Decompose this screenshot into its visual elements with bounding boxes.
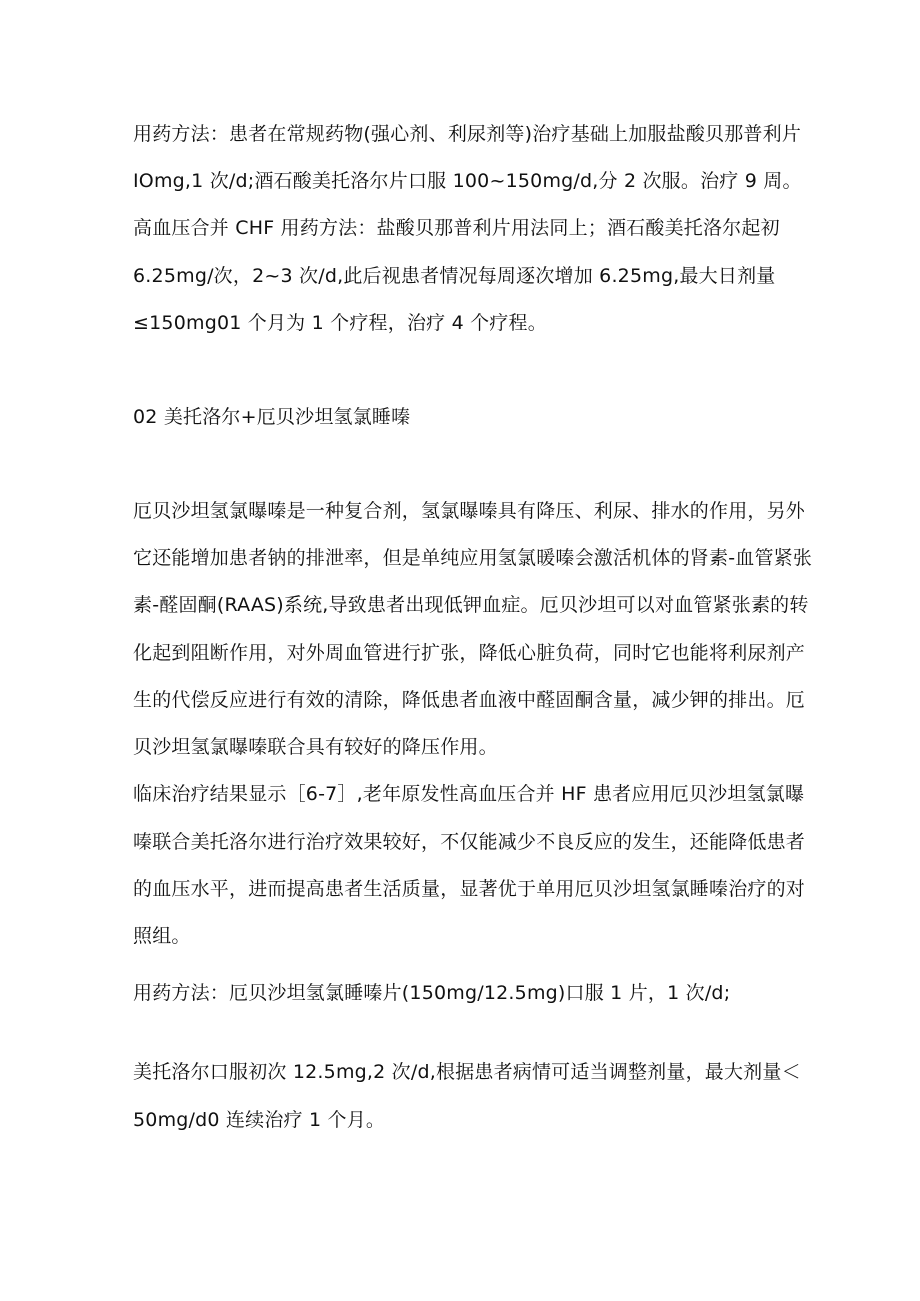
paragraph-line: 照组。 (133, 925, 191, 947)
paragraph-line: 的血压水平，进而提高患者生活质量，显著优于单用厄贝沙坦氢氯睡嗪治疗的对 (133, 878, 806, 900)
paragraph-line: 用药方法：患者在常规药物(强心剂、利尿剂等)治疗基础上加服盐酸贝那普利片 (133, 123, 802, 145)
paragraph-line: 贝沙坦氢氯曝嗪联合具有较好的降压作用。 (133, 736, 498, 758)
paragraph-line: 嗪联合美托洛尔进行治疗效果较好，不仅能减少不良反应的发生，还能降低患者 (133, 831, 806, 853)
paragraph-line: 生的代偿反应进行有效的清除，降低患者血液中醛固酮含量，减少钾的排出。厄 (133, 689, 806, 711)
section-heading: 02 美托洛尔+厄贝沙坦氢氯睡嗪 (133, 406, 411, 428)
paragraph-line: 美托洛尔口服初次 12.5mg,2 次/d,根据患者病情可适当调整剂量，最大剂量＜ (133, 1061, 801, 1083)
paragraph-line: 用药方法：厄贝沙坦氢氯睡嗪片(150mg/12.5mg)口服 1 片，1 次/d; (133, 982, 731, 1004)
paragraph-line: 6.25mg/次，2~3 次/d,此后视患者情况每周逐次增加 6.25mg,最大日剂量 (133, 265, 776, 287)
paragraph-line: 化起到阻断作用，对外周血管进行扩张，降低心脏负荷，同时它也能将利尿剂产 (133, 642, 806, 664)
paragraph-line: 临床治疗结果显示［6-7］,老年原发性高血压合并 HF 患者应用厄贝沙坦氢氯曝 (133, 783, 805, 805)
paragraph-line: 素-醛固酮(RAAS)系统,导致患者出现低钾血症。厄贝沙坦可以对血管紧张素的转 (133, 594, 809, 616)
paragraph-line: ≤150mg01 个月为 1 个疗程，治疗 4 个疗程。 (133, 312, 547, 334)
paragraph-line: 它还能增加患者钠的排泄率，但是单纯应用氢氯暖嗪会激活机体的肾素-血管紧张 (133, 547, 813, 569)
paragraph-line: IOmg,1 次/d;酒石酸美托洛尔片口服 100~150mg/d,分 2 次服。治疗 9 周。 (133, 170, 802, 192)
paragraph-line: 50mg/d0 连续治疗 1 个月。 (133, 1109, 386, 1131)
paragraph-line: 厄贝沙坦氢氯曝嗪是一种复合剂，氢氯曝嗪具有降压、利尿、排水的作用，另外 (133, 500, 806, 522)
paragraph-line: 高血压合并 CHF 用药方法：盐酸贝那普利片用法同上；酒石酸美托洛尔起初 (133, 217, 780, 239)
